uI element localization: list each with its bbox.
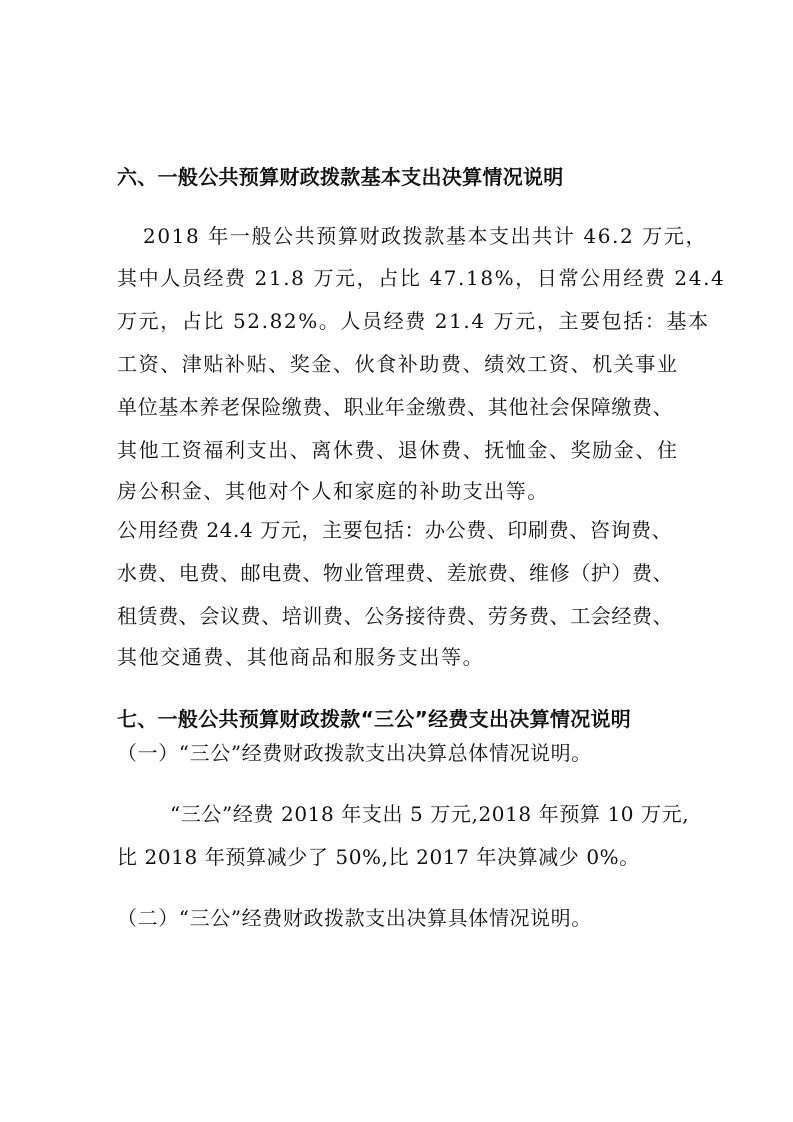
paragraph-line: 其中人员经费 21.8 万元，占比 47.18%，日常公用经费 24.4 (117, 266, 726, 290)
paragraph-line: 水费、电费、邮电费、物业管理费、差旅费、维修（护）费、 (117, 561, 674, 585)
section-6-heading: 六、一般公共预算财政拨款基本支出决算情况说明 (117, 165, 564, 189)
paragraph-line: 万元，占比 52.82%。人员经费 21.4 万元，主要包括：基本 (117, 309, 710, 333)
paragraph-line: 比 2018 年预算减少了 50%,比 2017 年决算减少 0%。 (117, 845, 640, 869)
paragraph-line: 租赁费、会议费、培训费、公务接待费、劳务费、工会经费、 (117, 604, 674, 628)
paragraph-line: 其他工资福利支出、离休费、退休费、抚恤金、奖励金、住 (117, 438, 679, 462)
section-7-heading: 七、一般公共预算财政拨款“三公”经费支出决算情况说明 (117, 707, 632, 731)
paragraph-line: “三公”经费 2018 年支出 5 万元,2018 年预算 10 万元, (170, 802, 690, 826)
paragraph-line: 工资、津贴补贴、奖金、伙食补助费、绩效工资、机关事业 (117, 352, 679, 376)
paragraph-line: 单位基本养老保险缴费、职业年金缴费、其他社会保障缴费、 (117, 395, 674, 419)
subsection-1-heading: （一）“三公”经费财政拨款支出决算总体情况说明。 (117, 741, 592, 765)
paragraph-line: 房公积金、其他对个人和家庭的补助支出等。 (117, 479, 549, 503)
paragraph-line: 其他交通费、其他商品和服务支出等。 (117, 645, 485, 669)
paragraph-line: 2018 年一般公共预算财政拨款基本支出共计 46.2 万元， (143, 224, 708, 248)
subsection-2-heading: （二）“三公”经费财政拨款支出决算具体情况说明。 (117, 906, 592, 930)
paragraph-line: 公用经费 24.4 万元，主要包括：办公费、印刷费、咨询费、 (117, 518, 673, 542)
